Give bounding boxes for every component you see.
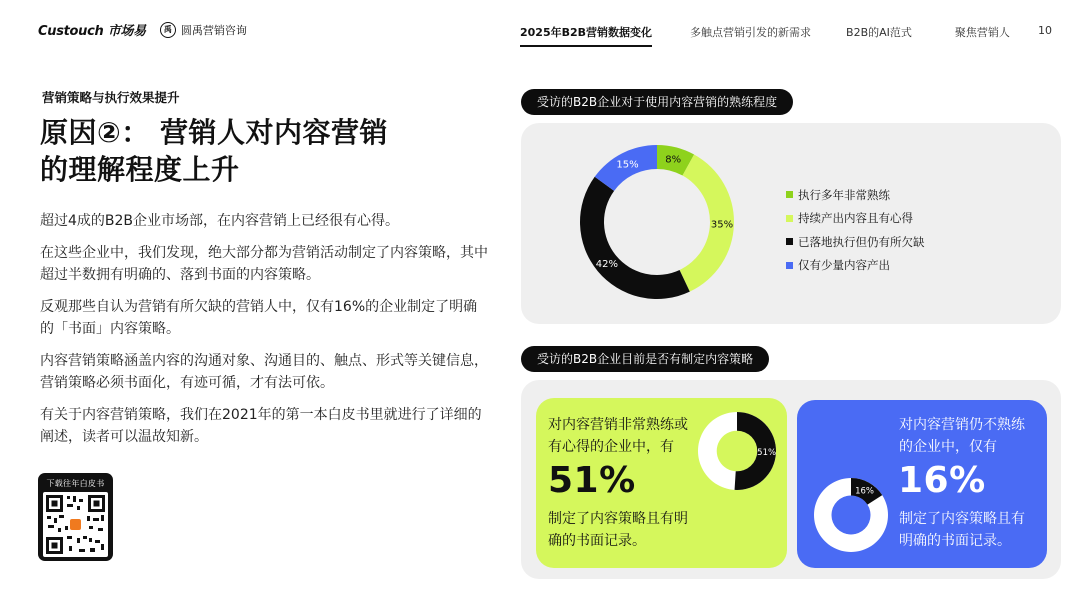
donut-chart-proficient [697, 411, 777, 491]
card-heading-line: 的企业中，仅有 [899, 439, 997, 455]
paragraph: 超过4成的B2B企业市场部，在内容营销上已经很有心得。 [40, 213, 400, 229]
card-heading [899, 414, 1025, 458]
top-nav [520, 24, 1010, 40]
qr-label: 下载往年白皮书 [46, 479, 105, 488]
donut-slice-label: 35% [710, 219, 734, 231]
page-number: 10 [1038, 24, 1052, 37]
partner-name: 圆禹营销咨询 [180, 23, 247, 37]
card-heading-line: 有心得的企业中，有 [548, 439, 674, 455]
legend-label: 执行多年非常熟练 [798, 187, 890, 202]
section-subtitle: 营销策略与执行效果提升 [42, 90, 180, 105]
legend-label: 仅有少量内容产出 [798, 258, 890, 273]
donut-center [832, 496, 871, 535]
title-line-2: 的理解程度上升 [40, 153, 240, 186]
donut-slice-label: 42% [595, 258, 619, 270]
legend-label: 已落地执行但仍有所欠缺 [798, 234, 925, 249]
card-desc-line: 制定了内容策略且有 [899, 511, 1025, 527]
card-desc-line: 确的书面记录。 [548, 533, 646, 549]
nav-item-marketers[interactable]: 聚焦营销人 [954, 26, 1010, 39]
qr-download-card[interactable] [38, 473, 113, 561]
chart-title-proficiency: 受访的B2B企业对于使用内容营销的熟练程度 [521, 89, 793, 115]
partner-emblem-icon: 禹 [160, 22, 176, 38]
qr-code-icon [43, 492, 108, 557]
legend-swatch [786, 262, 793, 269]
donut-chart-proficiency [577, 136, 737, 306]
donut-slice-label: 15% [616, 159, 639, 171]
donut-slice [580, 177, 690, 299]
paragraph: 在这些企业中，我们发现，绝大部分都为营销活动制定了内容策略，其中超过半数拥有明确的、落到书面的内容策略。 [40, 244, 488, 283]
card-desc-line: 明确的书面记录。 [899, 533, 1011, 549]
donut-chart-not-proficient [813, 477, 889, 553]
card-heading-line: 对内容营销非常熟练或 [548, 417, 688, 433]
nav-item-ai-paradigm[interactable]: B2B的AI范式 [846, 26, 912, 39]
card-desc [548, 508, 688, 552]
legend-item [786, 254, 925, 278]
card-percent: 51% [548, 460, 636, 501]
body-text [40, 210, 490, 458]
legend-label: 持续产出内容且有心得 [798, 211, 913, 226]
chart-title-strategy: 受访的B2B企业目前是否有制定内容策略 [521, 346, 769, 372]
nav-item-multi-touch[interactable]: 多触点营销引发的新需求 [690, 26, 812, 39]
donut-slice-label: 16% [855, 486, 875, 497]
legend-swatch [786, 191, 793, 198]
brand-logo: Custouch 市场易 [38, 24, 146, 39]
card-percent: 16% [898, 460, 986, 501]
nav-item-data-changes[interactable]: 2025年B2B营销数据变化 [520, 26, 653, 39]
legend-swatch [786, 215, 793, 222]
legend-swatch [786, 238, 793, 245]
donut-slice-label: 51% [757, 447, 777, 458]
paragraph: 反观那些自认为营销有所欠缺的营销人中，仅有16%的企业制定了明确的「书面」内容策略。 [40, 298, 478, 337]
title-line-1: 原因②： 营销人对内容营销 [40, 116, 388, 149]
paragraph: 内容营销策略涵盖内容的沟通对象、沟通目的、触点、形式等关键信息，营销策略必须书面化，有迹可循，才有法可依。 [40, 352, 488, 391]
chart-legend [786, 183, 925, 277]
legend-item [786, 207, 925, 231]
legend-item [786, 230, 925, 254]
partner-logo [160, 22, 247, 38]
donut-slice-label: 8% [665, 154, 682, 166]
card-heading-line: 对内容营销仍不熟练 [899, 417, 1025, 433]
card-desc-line: 制定了内容策略且有明 [548, 511, 688, 527]
page-title [40, 114, 388, 188]
qr-code-graphic [43, 492, 108, 557]
card-heading [548, 414, 688, 458]
card-desc [899, 508, 1025, 552]
header-logos [38, 20, 247, 39]
legend-item [786, 183, 925, 207]
paragraph: 有关于内容营销策略，我们在2021年的第一本白皮书里就进行了详细的阐述，读者可以温故知新。 [40, 406, 482, 445]
